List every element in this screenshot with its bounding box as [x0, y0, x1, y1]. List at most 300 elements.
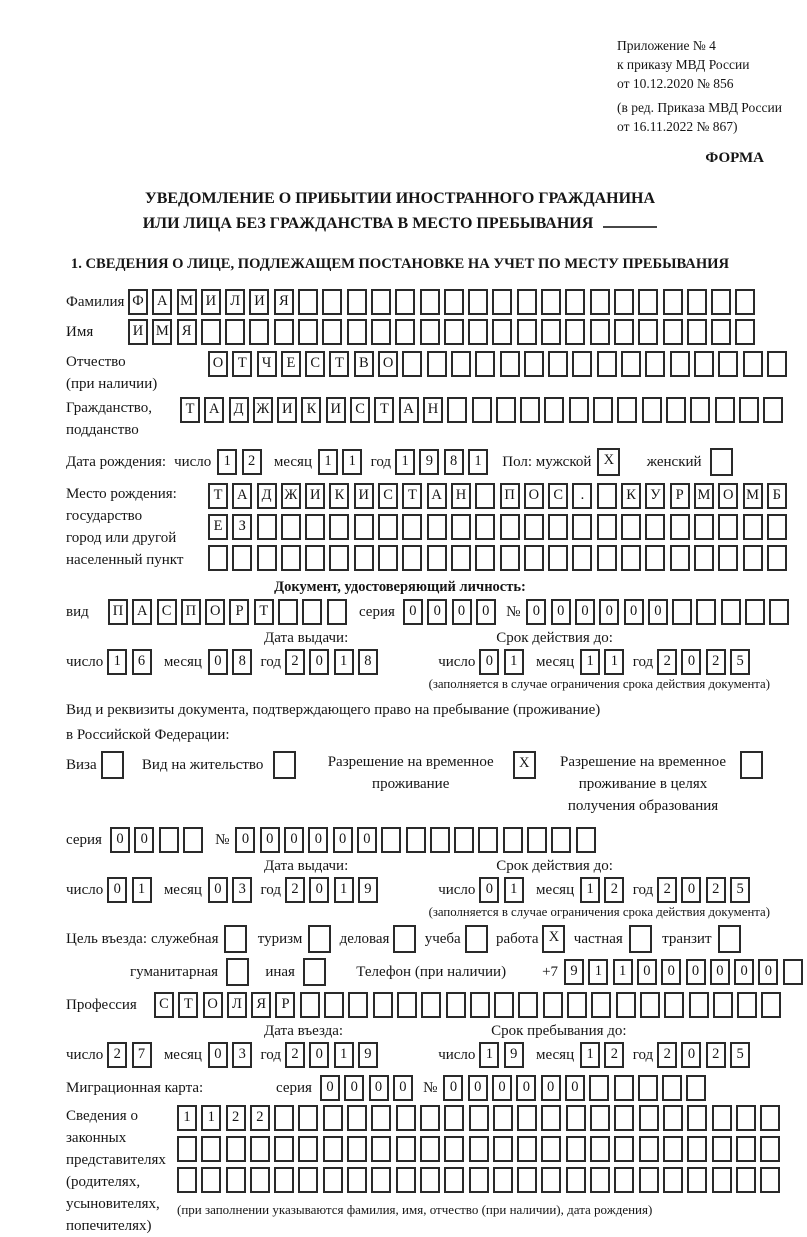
char-cell[interactable]: 0	[369, 1075, 389, 1101]
char-cell[interactable]	[541, 319, 561, 345]
char-cell[interactable]	[397, 992, 417, 1018]
char-cell[interactable]: Т	[180, 397, 200, 423]
char-cell[interactable]	[324, 992, 344, 1018]
char-cell[interactable]	[444, 289, 464, 315]
char-cell[interactable]	[645, 545, 665, 571]
char-cell[interactable]	[323, 1136, 343, 1162]
char-cell[interactable]	[444, 1136, 464, 1162]
char-cell[interactable]	[590, 1136, 610, 1162]
char-cell[interactable]	[517, 1167, 537, 1193]
char-cell[interactable]	[298, 289, 318, 315]
char-cell[interactable]: 0	[681, 1042, 701, 1068]
char-cell[interactable]: 0	[208, 877, 228, 903]
char-cell[interactable]: Т	[374, 397, 394, 423]
char-cell[interactable]	[718, 514, 738, 540]
char-cell[interactable]: А	[427, 483, 447, 509]
char-cell[interactable]: А	[132, 599, 152, 625]
char-cell[interactable]	[354, 545, 374, 571]
char-cell[interactable]	[472, 397, 492, 423]
char-cell[interactable]	[544, 397, 564, 423]
char-cell[interactable]: Т	[178, 992, 198, 1018]
char-cell[interactable]: О	[203, 992, 223, 1018]
char-cell[interactable]: 0	[541, 1075, 561, 1101]
char-cell[interactable]	[371, 1136, 391, 1162]
char-cell[interactable]: 1	[504, 649, 524, 675]
char-cell[interactable]: 0	[443, 1075, 463, 1101]
char-cell[interactable]	[492, 289, 512, 315]
char-cell[interactable]: 2	[657, 649, 677, 675]
char-cell[interactable]: 0	[758, 959, 778, 985]
char-cell[interactable]: 0	[734, 959, 754, 985]
char-cell[interactable]: Ж	[253, 397, 273, 423]
char-cell[interactable]: 1	[504, 877, 524, 903]
char-cell[interactable]: 0	[208, 1042, 228, 1068]
char-cell[interactable]	[465, 925, 488, 953]
char-cell[interactable]: 1	[334, 1042, 354, 1068]
char-cell[interactable]: Н	[451, 483, 471, 509]
char-cell[interactable]	[629, 925, 652, 953]
char-cell[interactable]	[427, 545, 447, 571]
char-cell[interactable]	[617, 397, 637, 423]
char-cell[interactable]	[590, 289, 610, 315]
char-cell[interactable]: 9	[419, 449, 439, 475]
char-cell[interactable]: У	[645, 483, 665, 509]
char-cell[interactable]: С	[548, 483, 568, 509]
char-cell[interactable]	[566, 1167, 586, 1193]
char-cell[interactable]: Я	[274, 289, 294, 315]
char-cell[interactable]: 0	[134, 827, 154, 853]
char-cell[interactable]	[639, 1167, 659, 1193]
char-cell[interactable]	[503, 827, 523, 853]
char-cell[interactable]: А	[232, 483, 252, 509]
char-cell[interactable]: 0	[344, 1075, 364, 1101]
char-cell[interactable]	[572, 545, 592, 571]
char-cell[interactable]	[208, 545, 228, 571]
char-cell[interactable]: М	[152, 319, 172, 345]
char-cell[interactable]	[274, 1136, 294, 1162]
char-cell[interactable]	[718, 545, 738, 571]
char-cell[interactable]	[517, 1105, 537, 1131]
char-cell[interactable]	[454, 827, 474, 853]
char-cell[interactable]: О	[524, 483, 544, 509]
char-cell[interactable]: 1	[588, 959, 608, 985]
char-cell[interactable]: 2	[285, 649, 305, 675]
char-cell[interactable]: 1	[580, 1042, 600, 1068]
char-cell[interactable]: 1	[342, 449, 362, 475]
char-cell[interactable]	[590, 1167, 610, 1193]
char-cell[interactable]	[517, 1136, 537, 1162]
char-cell[interactable]	[721, 599, 741, 625]
char-cell[interactable]	[566, 1105, 586, 1131]
char-cell[interactable]: 0	[107, 877, 127, 903]
char-cell[interactable]	[548, 545, 568, 571]
char-cell[interactable]	[225, 319, 245, 345]
char-cell[interactable]	[589, 1075, 609, 1101]
char-cell[interactable]: 2	[706, 1042, 726, 1068]
char-cell[interactable]	[713, 992, 733, 1018]
char-cell[interactable]: 0	[110, 827, 130, 853]
char-cell[interactable]	[566, 1136, 586, 1162]
char-cell[interactable]: 0	[710, 959, 730, 985]
char-cell[interactable]	[323, 1105, 343, 1131]
char-cell[interactable]	[715, 397, 735, 423]
char-cell[interactable]	[710, 448, 733, 476]
char-cell[interactable]: 9	[358, 877, 378, 903]
char-cell[interactable]	[569, 397, 589, 423]
char-cell[interactable]	[298, 1136, 318, 1162]
char-cell[interactable]	[739, 397, 759, 423]
char-cell[interactable]	[767, 351, 787, 377]
char-cell[interactable]	[670, 545, 690, 571]
char-cell[interactable]	[427, 351, 447, 377]
char-cell[interactable]	[475, 351, 495, 377]
char-cell[interactable]: 2	[657, 1042, 677, 1068]
char-cell[interactable]: 9	[504, 1042, 524, 1068]
char-cell[interactable]: П	[500, 483, 520, 509]
char-cell[interactable]: 0	[452, 599, 472, 625]
char-cell[interactable]	[572, 514, 592, 540]
char-cell[interactable]	[614, 1105, 634, 1131]
char-cell[interactable]	[469, 1167, 489, 1193]
char-cell[interactable]	[273, 751, 296, 779]
char-cell[interactable]: 0	[479, 877, 499, 903]
char-cell[interactable]	[614, 1167, 634, 1193]
char-cell[interactable]	[518, 992, 538, 1018]
char-cell[interactable]: 1	[580, 877, 600, 903]
char-cell[interactable]: 1	[334, 649, 354, 675]
char-cell[interactable]: 5	[730, 1042, 750, 1068]
char-cell[interactable]	[420, 319, 440, 345]
char-cell[interactable]: 0	[637, 959, 657, 985]
char-cell[interactable]: 9	[358, 1042, 378, 1068]
char-cell[interactable]	[300, 992, 320, 1018]
char-cell[interactable]	[743, 351, 763, 377]
char-cell[interactable]: 0	[624, 599, 644, 625]
char-cell[interactable]	[444, 1105, 464, 1131]
char-cell[interactable]	[393, 925, 416, 953]
char-cell[interactable]: О	[208, 351, 228, 377]
char-cell[interactable]: П	[181, 599, 201, 625]
char-cell[interactable]: Ф	[128, 289, 148, 315]
char-cell[interactable]: 8	[444, 449, 464, 475]
char-cell[interactable]: И	[326, 397, 346, 423]
char-cell[interactable]	[281, 514, 301, 540]
char-cell[interactable]	[274, 1105, 294, 1131]
char-cell[interactable]	[666, 397, 686, 423]
char-cell[interactable]	[201, 319, 221, 345]
char-cell[interactable]: 0	[309, 1042, 329, 1068]
char-cell[interactable]	[475, 514, 495, 540]
char-cell[interactable]	[767, 514, 787, 540]
char-cell[interactable]: 1	[217, 449, 237, 475]
char-cell[interactable]: Ч	[257, 351, 277, 377]
char-cell[interactable]	[451, 545, 471, 571]
char-cell[interactable]: М	[177, 289, 197, 315]
char-cell[interactable]	[322, 319, 342, 345]
char-cell[interactable]	[494, 992, 514, 1018]
char-cell[interactable]: X	[542, 925, 565, 953]
char-cell[interactable]	[249, 319, 269, 345]
char-cell[interactable]: 0	[309, 877, 329, 903]
char-cell[interactable]	[420, 1167, 440, 1193]
char-cell[interactable]: 1	[604, 649, 624, 675]
char-cell[interactable]	[378, 514, 398, 540]
char-cell[interactable]	[492, 319, 512, 345]
char-cell[interactable]	[576, 827, 596, 853]
char-cell[interactable]	[520, 397, 540, 423]
char-cell[interactable]: О	[718, 483, 738, 509]
char-cell[interactable]: 3	[232, 877, 252, 903]
char-cell[interactable]	[517, 289, 537, 315]
char-cell[interactable]	[763, 397, 783, 423]
char-cell[interactable]	[639, 1105, 659, 1131]
char-cell[interactable]: 0	[309, 649, 329, 675]
char-cell[interactable]	[687, 319, 707, 345]
char-cell[interactable]	[663, 1136, 683, 1162]
char-cell[interactable]	[712, 1136, 732, 1162]
char-cell[interactable]: 2	[107, 1042, 127, 1068]
char-cell[interactable]	[183, 827, 203, 853]
char-cell[interactable]: 1	[107, 649, 127, 675]
char-cell[interactable]	[329, 545, 349, 571]
char-cell[interactable]	[743, 514, 763, 540]
char-cell[interactable]	[690, 397, 710, 423]
char-cell[interactable]	[327, 599, 347, 625]
char-cell[interactable]	[694, 351, 714, 377]
char-cell[interactable]	[500, 545, 520, 571]
char-cell[interactable]	[616, 992, 636, 1018]
char-cell[interactable]	[159, 827, 179, 853]
char-cell[interactable]: 2	[250, 1105, 270, 1131]
char-cell[interactable]	[670, 351, 690, 377]
char-cell[interactable]	[541, 1167, 561, 1193]
char-cell[interactable]: 2	[657, 877, 677, 903]
char-cell[interactable]: 7	[132, 1042, 152, 1068]
char-cell[interactable]: 0	[208, 649, 228, 675]
char-cell[interactable]	[597, 514, 617, 540]
char-cell[interactable]	[257, 514, 277, 540]
char-cell[interactable]	[572, 351, 592, 377]
char-cell[interactable]: Е	[208, 514, 228, 540]
char-cell[interactable]: 1	[177, 1105, 197, 1131]
char-cell[interactable]	[694, 514, 714, 540]
char-cell[interactable]	[298, 319, 318, 345]
char-cell[interactable]: М	[694, 483, 714, 509]
char-cell[interactable]	[226, 958, 249, 986]
char-cell[interactable]	[303, 958, 326, 986]
char-cell[interactable]	[278, 599, 298, 625]
char-cell[interactable]	[373, 992, 393, 1018]
char-cell[interactable]: 0	[403, 599, 423, 625]
char-cell[interactable]	[421, 992, 441, 1018]
char-cell[interactable]: X	[597, 448, 620, 476]
char-cell[interactable]	[597, 545, 617, 571]
char-cell[interactable]: Я	[251, 992, 271, 1018]
char-cell[interactable]	[645, 351, 665, 377]
char-cell[interactable]	[663, 1105, 683, 1131]
char-cell[interactable]	[470, 992, 490, 1018]
char-cell[interactable]	[250, 1167, 270, 1193]
char-cell[interactable]	[640, 992, 660, 1018]
char-cell[interactable]	[638, 289, 658, 315]
char-cell[interactable]: 5	[730, 877, 750, 903]
char-cell[interactable]: 8	[232, 649, 252, 675]
char-cell[interactable]: С	[305, 351, 325, 377]
char-cell[interactable]	[420, 1105, 440, 1131]
char-cell[interactable]	[496, 397, 516, 423]
char-cell[interactable]	[711, 319, 731, 345]
char-cell[interactable]	[232, 545, 252, 571]
char-cell[interactable]	[527, 827, 547, 853]
char-cell[interactable]	[420, 289, 440, 315]
char-cell[interactable]: 3	[232, 1042, 252, 1068]
char-cell[interactable]: X	[513, 751, 536, 779]
char-cell[interactable]	[329, 514, 349, 540]
char-cell[interactable]: 1	[613, 959, 633, 985]
char-cell[interactable]: П	[108, 599, 128, 625]
char-cell[interactable]: 0	[681, 877, 701, 903]
char-cell[interactable]: 1	[318, 449, 338, 475]
char-cell[interactable]	[662, 1075, 682, 1101]
char-cell[interactable]: 0	[260, 827, 280, 853]
char-cell[interactable]: 0	[308, 827, 328, 853]
char-cell[interactable]: 0	[427, 599, 447, 625]
char-cell[interactable]	[664, 992, 684, 1018]
char-cell[interactable]	[347, 289, 367, 315]
char-cell[interactable]	[402, 351, 422, 377]
char-cell[interactable]: 1	[479, 1042, 499, 1068]
char-cell[interactable]	[614, 1075, 634, 1101]
char-cell[interactable]: Л	[225, 289, 245, 315]
char-cell[interactable]	[590, 1105, 610, 1131]
char-cell[interactable]: 2	[285, 1042, 305, 1068]
char-cell[interactable]: Р	[275, 992, 295, 1018]
char-cell[interactable]	[381, 827, 401, 853]
char-cell[interactable]: 9	[564, 959, 584, 985]
char-cell[interactable]: 0	[661, 959, 681, 985]
char-cell[interactable]	[347, 319, 367, 345]
char-cell[interactable]	[517, 319, 537, 345]
char-cell[interactable]	[396, 1136, 416, 1162]
char-cell[interactable]: 2	[242, 449, 262, 475]
char-cell[interactable]	[663, 319, 683, 345]
char-cell[interactable]	[395, 319, 415, 345]
char-cell[interactable]	[475, 545, 495, 571]
char-cell[interactable]	[469, 1105, 489, 1131]
char-cell[interactable]	[500, 351, 520, 377]
char-cell[interactable]	[743, 545, 763, 571]
char-cell[interactable]	[737, 992, 757, 1018]
char-cell[interactable]: 0	[648, 599, 668, 625]
char-cell[interactable]: 2	[226, 1105, 246, 1131]
char-cell[interactable]: 2	[604, 877, 624, 903]
char-cell[interactable]: 0	[686, 959, 706, 985]
char-cell[interactable]	[591, 992, 611, 1018]
char-cell[interactable]: 0	[526, 599, 546, 625]
char-cell[interactable]: 0	[681, 649, 701, 675]
char-cell[interactable]: 0	[393, 1075, 413, 1101]
char-cell[interactable]: 1	[201, 1105, 221, 1131]
char-cell[interactable]: 0	[599, 599, 619, 625]
char-cell[interactable]: 2	[706, 877, 726, 903]
char-cell[interactable]	[783, 959, 803, 985]
char-cell[interactable]: 0	[516, 1075, 536, 1101]
char-cell[interactable]	[475, 483, 495, 509]
char-cell[interactable]	[639, 1136, 659, 1162]
char-cell[interactable]: О	[378, 351, 398, 377]
char-cell[interactable]	[257, 545, 277, 571]
char-cell[interactable]	[736, 1167, 756, 1193]
char-cell[interactable]	[621, 545, 641, 571]
char-cell[interactable]	[597, 351, 617, 377]
char-cell[interactable]	[323, 1167, 343, 1193]
char-cell[interactable]	[543, 992, 563, 1018]
char-cell[interactable]: 0	[320, 1075, 340, 1101]
char-cell[interactable]	[468, 319, 488, 345]
char-cell[interactable]: С	[154, 992, 174, 1018]
char-cell[interactable]: К	[329, 483, 349, 509]
char-cell[interactable]	[420, 1136, 440, 1162]
char-cell[interactable]	[736, 1136, 756, 1162]
char-cell[interactable]	[551, 827, 571, 853]
char-cell[interactable]	[614, 319, 634, 345]
char-cell[interactable]: М	[743, 483, 763, 509]
char-cell[interactable]: Т	[402, 483, 422, 509]
char-cell[interactable]	[548, 351, 568, 377]
char-cell[interactable]	[712, 1105, 732, 1131]
char-cell[interactable]: Д	[257, 483, 277, 509]
char-cell[interactable]: С	[378, 483, 398, 509]
char-cell[interactable]	[468, 289, 488, 315]
char-cell[interactable]: 8	[358, 649, 378, 675]
char-cell[interactable]	[614, 289, 634, 315]
char-cell[interactable]: 1	[132, 877, 152, 903]
char-cell[interactable]	[593, 397, 613, 423]
char-cell[interactable]	[371, 1105, 391, 1131]
char-cell[interactable]	[735, 289, 755, 315]
char-cell[interactable]	[493, 1105, 513, 1131]
char-cell[interactable]	[493, 1136, 513, 1162]
char-cell[interactable]	[736, 1105, 756, 1131]
char-cell[interactable]	[718, 925, 741, 953]
char-cell[interactable]: Е	[281, 351, 301, 377]
char-cell[interactable]: Т	[254, 599, 274, 625]
char-cell[interactable]	[274, 1167, 294, 1193]
char-cell[interactable]	[396, 1105, 416, 1131]
char-cell[interactable]	[274, 319, 294, 345]
char-cell[interactable]	[760, 1167, 780, 1193]
char-cell[interactable]	[565, 289, 585, 315]
char-cell[interactable]	[711, 289, 731, 315]
char-cell[interactable]	[406, 827, 426, 853]
char-cell[interactable]	[621, 351, 641, 377]
char-cell[interactable]	[548, 514, 568, 540]
char-cell[interactable]	[447, 397, 467, 423]
char-cell[interactable]	[451, 514, 471, 540]
char-cell[interactable]	[500, 514, 520, 540]
char-cell[interactable]	[469, 1136, 489, 1162]
char-cell[interactable]	[687, 1136, 707, 1162]
char-cell[interactable]	[687, 1105, 707, 1131]
char-cell[interactable]	[224, 925, 247, 953]
char-cell[interactable]	[696, 599, 716, 625]
char-cell[interactable]	[769, 599, 789, 625]
char-cell[interactable]: Б	[767, 483, 787, 509]
char-cell[interactable]: 1	[395, 449, 415, 475]
char-cell[interactable]	[638, 1075, 658, 1101]
char-cell[interactable]	[201, 1136, 221, 1162]
char-cell[interactable]: 0	[333, 827, 353, 853]
